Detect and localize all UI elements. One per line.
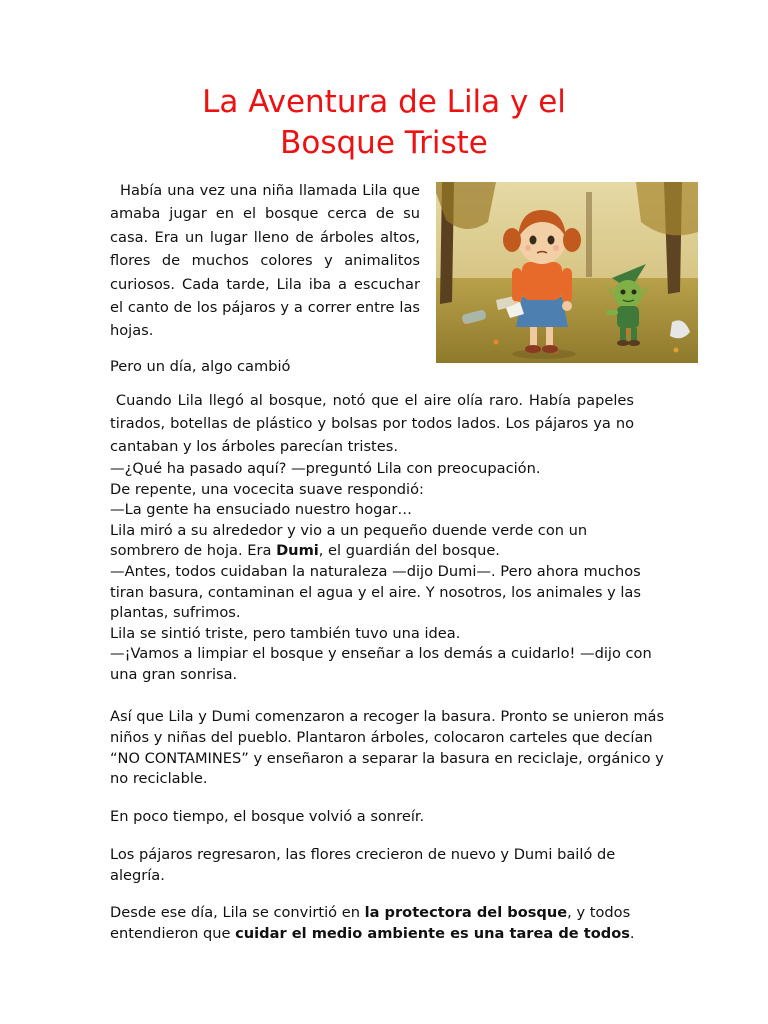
intro-paragraph [110,179,420,343]
dialog-text: sombrero de hoja. Era [110,542,277,560]
dialog-line: —¿Qué ha pasado aquí? —preguntó Lila con preocupación. [110,460,541,477]
paragraph-conclusion [110,903,670,945]
dumi-name: Dumi [276,542,319,560]
moral-phrase: cuidar el medio ambiente es una tarea de todos [235,924,630,942]
dialog-line: —Antes, todos cuidaban la naturaleza —dijo Dumi—. Pero ahora muchos [110,562,641,580]
paragraph-birds: Los pájaros regresaron, las flores crecieron de nuevo y Dumi bailó de alegría. [110,846,616,884]
girl-and-forest-elf-illustration [436,182,698,363]
title-line-1: La Aventura de Lila y el [202,84,566,120]
protector-phrase: la protectora del bosque [364,904,568,921]
paragraph-cleanup: Así que Lila y Dumi comenzaron a recoger la basura. Pronto se unieron más niños y niñas del pueblo. Plantaron árboles, colocaron carteles que decían “NO CONTAMINES” y enseñaron a separar la basura en reciclaje, orgánico y no reciclable. [110,708,665,788]
dialog-line: una gran sonrisa. [110,665,238,683]
dialog-text: , el guardián del bosque. [318,542,500,560]
dialog-line: Lila miró a su alrededor y vio a un pequeño duende verde con un [110,521,588,539]
dialog-line: tiran basura, contaminan el agua y el aire. Y nosotros, los animales y las [110,583,641,601]
dialog-line: plantas, sufrimos. [110,604,241,622]
story-title [110,82,658,164]
paragraph-change: Pero un día, algo cambió [110,358,291,375]
dialog-line: Lila se sintió triste, pero también tuvo una idea. [110,624,461,642]
intro-text: Había una vez una niña llamada Lila que amaba jugar en el bosque cerca de su casa. Era un lugar lleno de árboles altos, flores de muchos colores y animalitos curiosos. Cada tarde, Lila iba a escuchar el canto de los pájaros y a correr entre las hojas. [110,182,420,340]
conclusion-text: . [629,924,635,942]
title-line-2: Bosque Triste [280,125,488,161]
dialog-line: —¡Vamos a limpiar el bosque y enseñar a los demás a cuidarlo! —dijo con [110,645,652,663]
paragraph-arrival [110,389,634,458]
paragraph-smile: En poco tiempo, el bosque volvió a sonreír. [110,808,425,825]
dialogue-block [110,459,670,686]
conclusion-text: , y todos entendieron que [110,904,631,942]
arrival-text: Cuando Lila llegó al bosque, notó que el aire olía raro. Había papeles tirados, botellas de plástico y bolsas por todos lados. Los pájaros ya no cantaban y los árboles parecían tristes. [110,392,634,455]
dialog-line [110,541,670,562]
dialog-line: —La gente ha ensuciado nuestro hogar… [110,501,412,519]
dialog-line: De repente, una vocecita suave respondió: [110,480,424,498]
conclusion-text: Desde ese día, Lila se convirtió en [110,904,365,921]
